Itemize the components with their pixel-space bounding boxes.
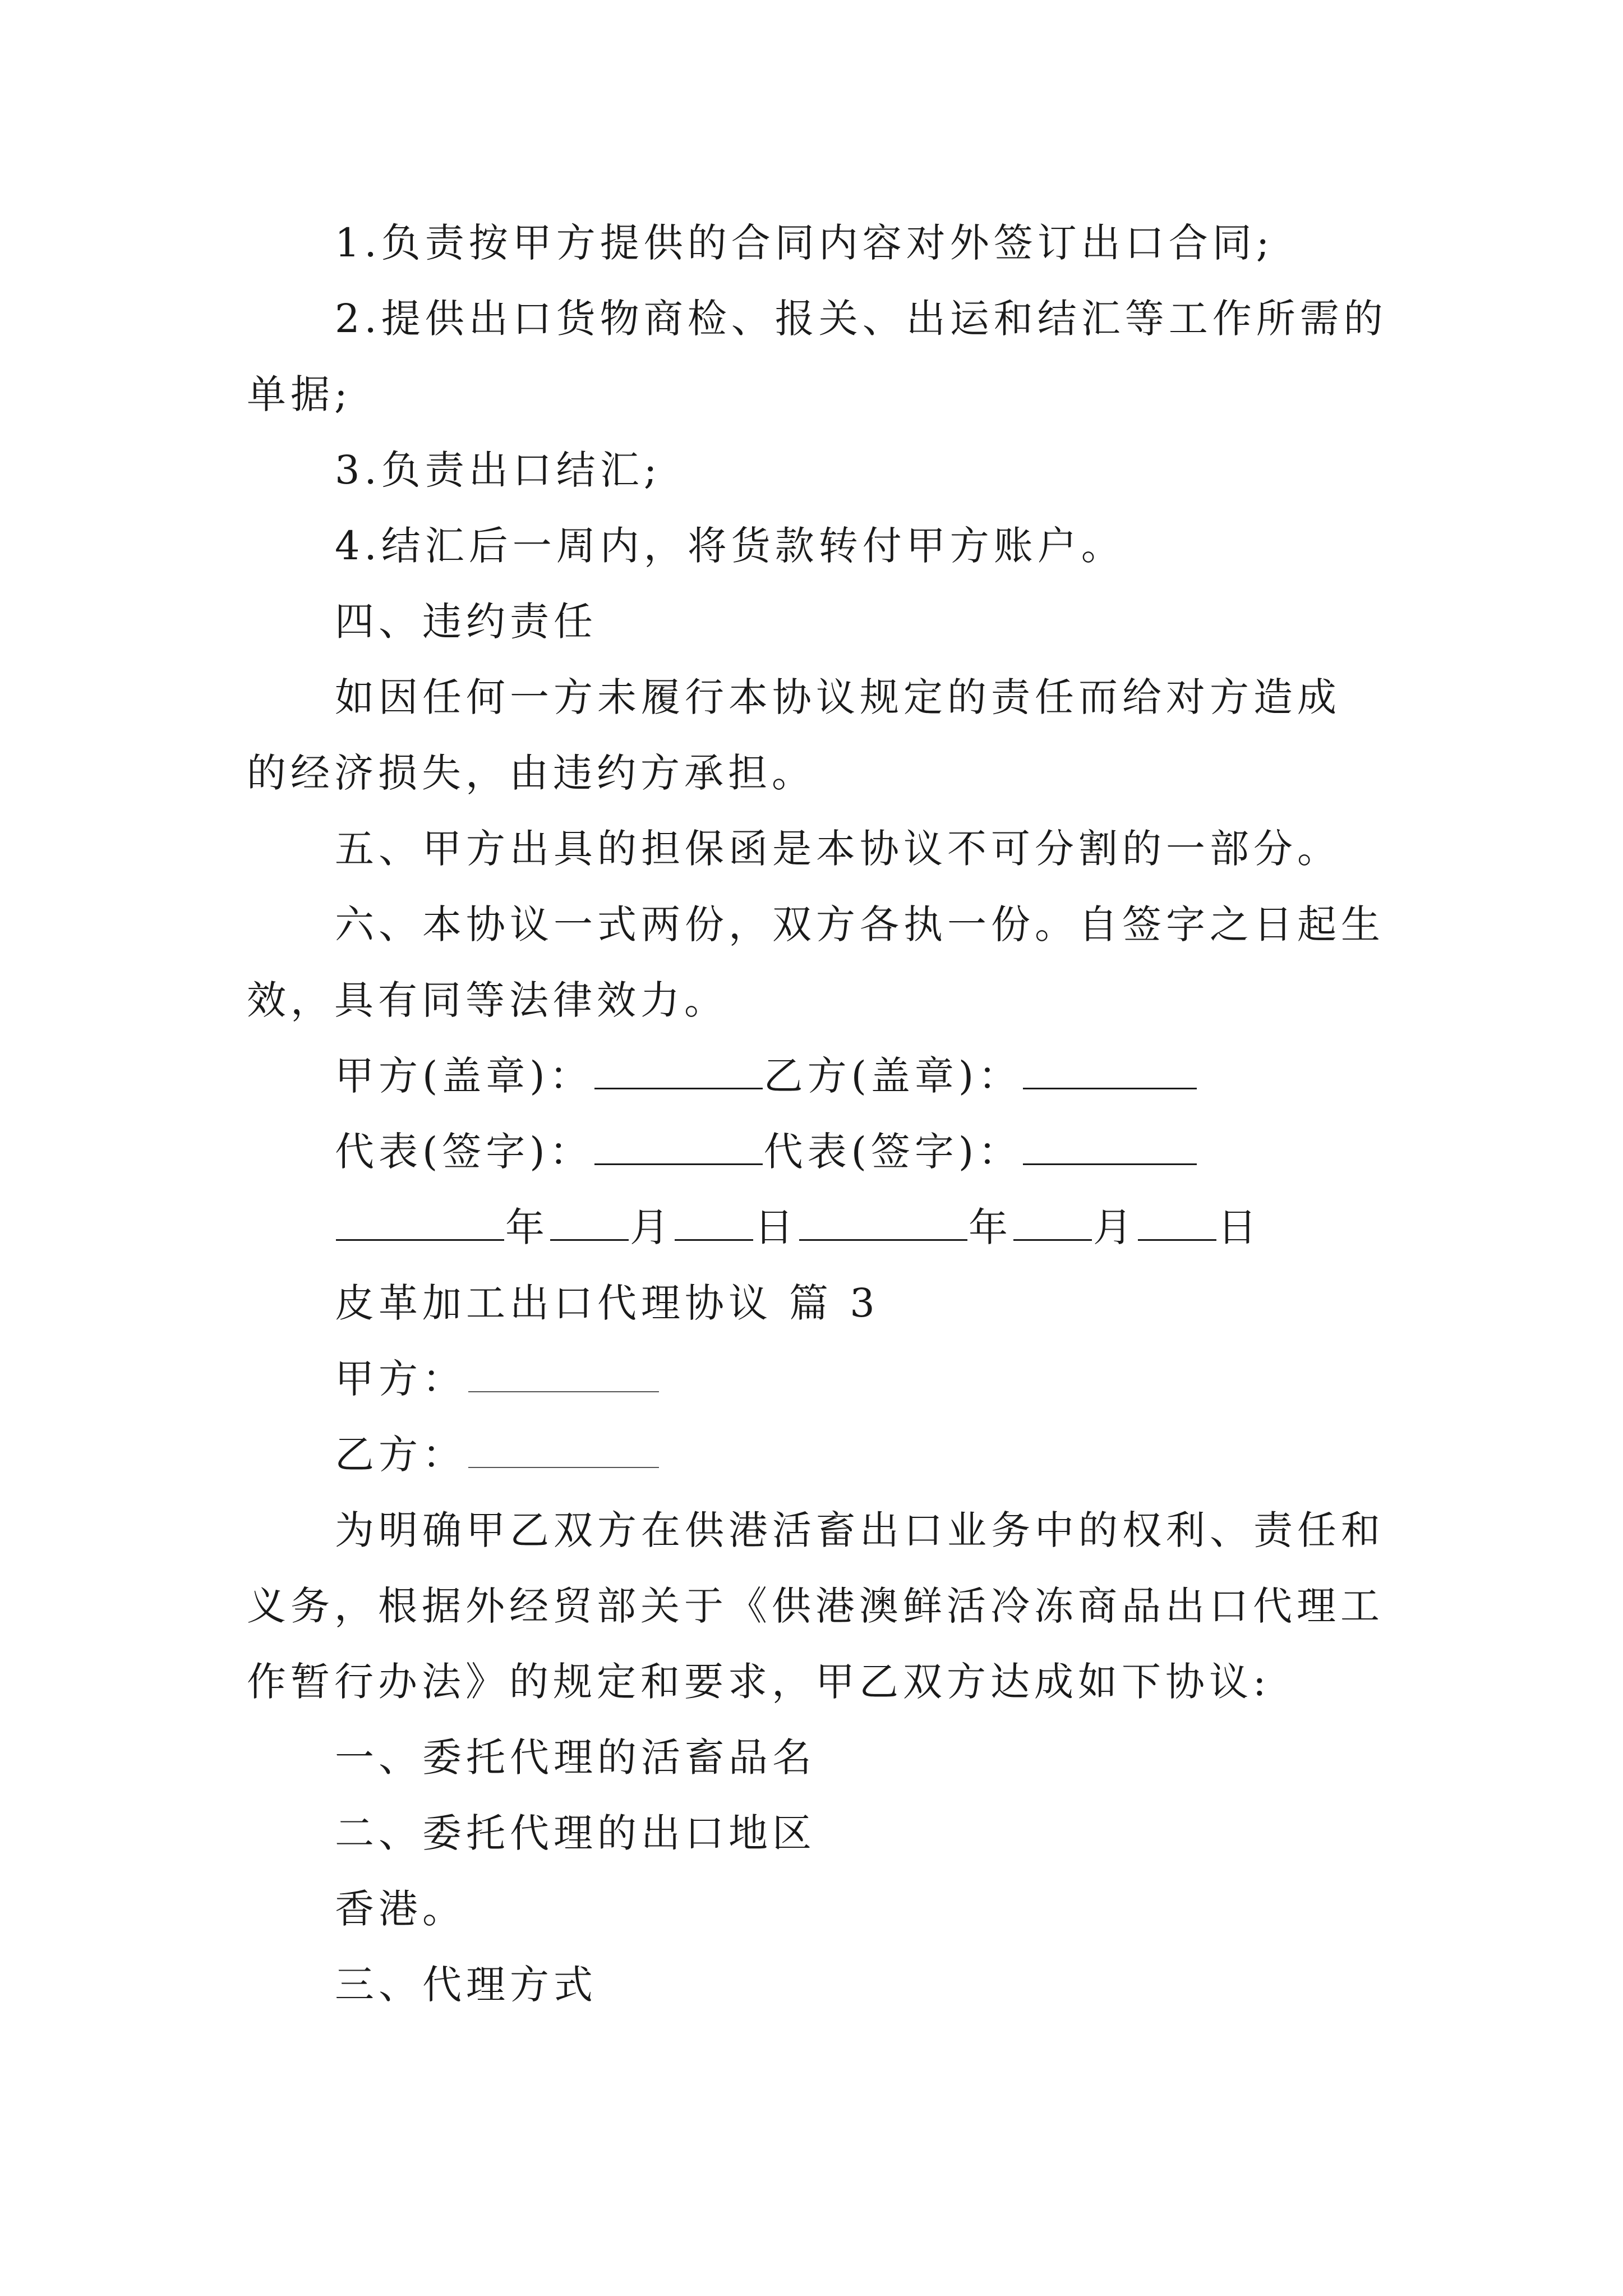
clause-3-1: 1.负责按甲方提供的合同内容对外签订出口合同;: [335, 220, 1274, 266]
rep-b-label: 代表(签字)：: [763, 1129, 1022, 1175]
party-a-seal-blank: [594, 1052, 763, 1089]
party-a-seal-label: 甲方(盖章)：: [335, 1053, 593, 1099]
clause-3-4: 4.结汇后一周内，将货款转付甲方账户。: [335, 523, 1125, 569]
month-a-blank: [550, 1203, 629, 1241]
day-a-blank: [675, 1203, 753, 1241]
section-heading-export-region: 二、委托代理的出口地区: [335, 1810, 816, 1856]
day-a-label: 日: [754, 1204, 798, 1250]
contract-3-party-a-blank: [468, 1355, 659, 1392]
year-b-blank: [799, 1203, 967, 1241]
clause-six-continued: 效，具有同等法律效力。: [247, 977, 728, 1023]
rep-a-blank: [594, 1128, 763, 1165]
rep-a-label: 代表(签字)：: [335, 1129, 593, 1175]
liability-paragraph: 如因任何一方未履行本协议规定的责任而给对方造成: [335, 674, 1341, 720]
year-a-blank: [336, 1203, 504, 1241]
contract-3-preamble-line-3: 作暂行办法》的规定和要求，甲乙双方达成如下协议:: [247, 1659, 1271, 1705]
contract-3-preamble-line-2: 义务，根据外经贸部关于《供港澳鲜活冷冻商品出口代理工: [247, 1583, 1384, 1629]
contract-3-part-label: 篇 3: [789, 1280, 879, 1326]
contract-3-title: [335, 1278, 879, 1328]
month-b-label: 月: [1093, 1204, 1137, 1250]
section-heading-liability: 四、违约责任: [335, 599, 597, 645]
contract-3-party-a-label: 甲方：: [335, 1356, 466, 1402]
year-b-label: 年: [969, 1204, 1012, 1250]
liability-paragraph-continued: 的经济损失，由违约方承担。: [247, 750, 815, 796]
export-region-value: 香港。: [335, 1886, 466, 1932]
day-b-label: 日: [1218, 1204, 1261, 1250]
year-a-label: 年: [505, 1204, 549, 1250]
section-heading-livestock-names: 一、委托代理的活畜品名: [335, 1734, 816, 1780]
party-b-seal-blank: [1023, 1052, 1197, 1089]
rep-b-blank: [1023, 1128, 1197, 1165]
day-b-blank: [1138, 1203, 1216, 1241]
contract-3-party-b-label: 乙方：: [335, 1432, 466, 1478]
contract-3-party-b-blank: [468, 1431, 659, 1468]
representative-row: [335, 1126, 1198, 1177]
party-b-seal-label: 乙方(盖章)：: [763, 1053, 1022, 1099]
clause-3-2: 2.提供出口货物商检、报关、出运和结汇等工作所需的: [335, 296, 1387, 342]
section-heading-agency-method: 三、代理方式: [335, 1962, 597, 2008]
month-a-label: 月: [630, 1204, 674, 1250]
clause-six: 六、本协议一式两份，双方各执一份。自签字之日起生: [335, 901, 1385, 947]
seal-row: [335, 1051, 1198, 1101]
contract-3-title-text: 皮革加工出口代理协议: [335, 1280, 772, 1326]
date-row: [335, 1202, 1261, 1253]
month-b-blank: [1013, 1203, 1092, 1241]
clause-3-2-continued: 单据;: [247, 371, 352, 417]
clause-3-3: 3.负责出口结汇;: [335, 447, 662, 493]
clause-five: 五、甲方出具的担保函是本协议不可分割的一部分。: [335, 826, 1341, 872]
contract-3-party-b-row: [335, 1429, 659, 1480]
contract-3-party-a-row: [335, 1354, 659, 1404]
contract-3-preamble: 为明确甲乙双方在供港活畜出口业务中的权利、责任和: [335, 1507, 1385, 1553]
